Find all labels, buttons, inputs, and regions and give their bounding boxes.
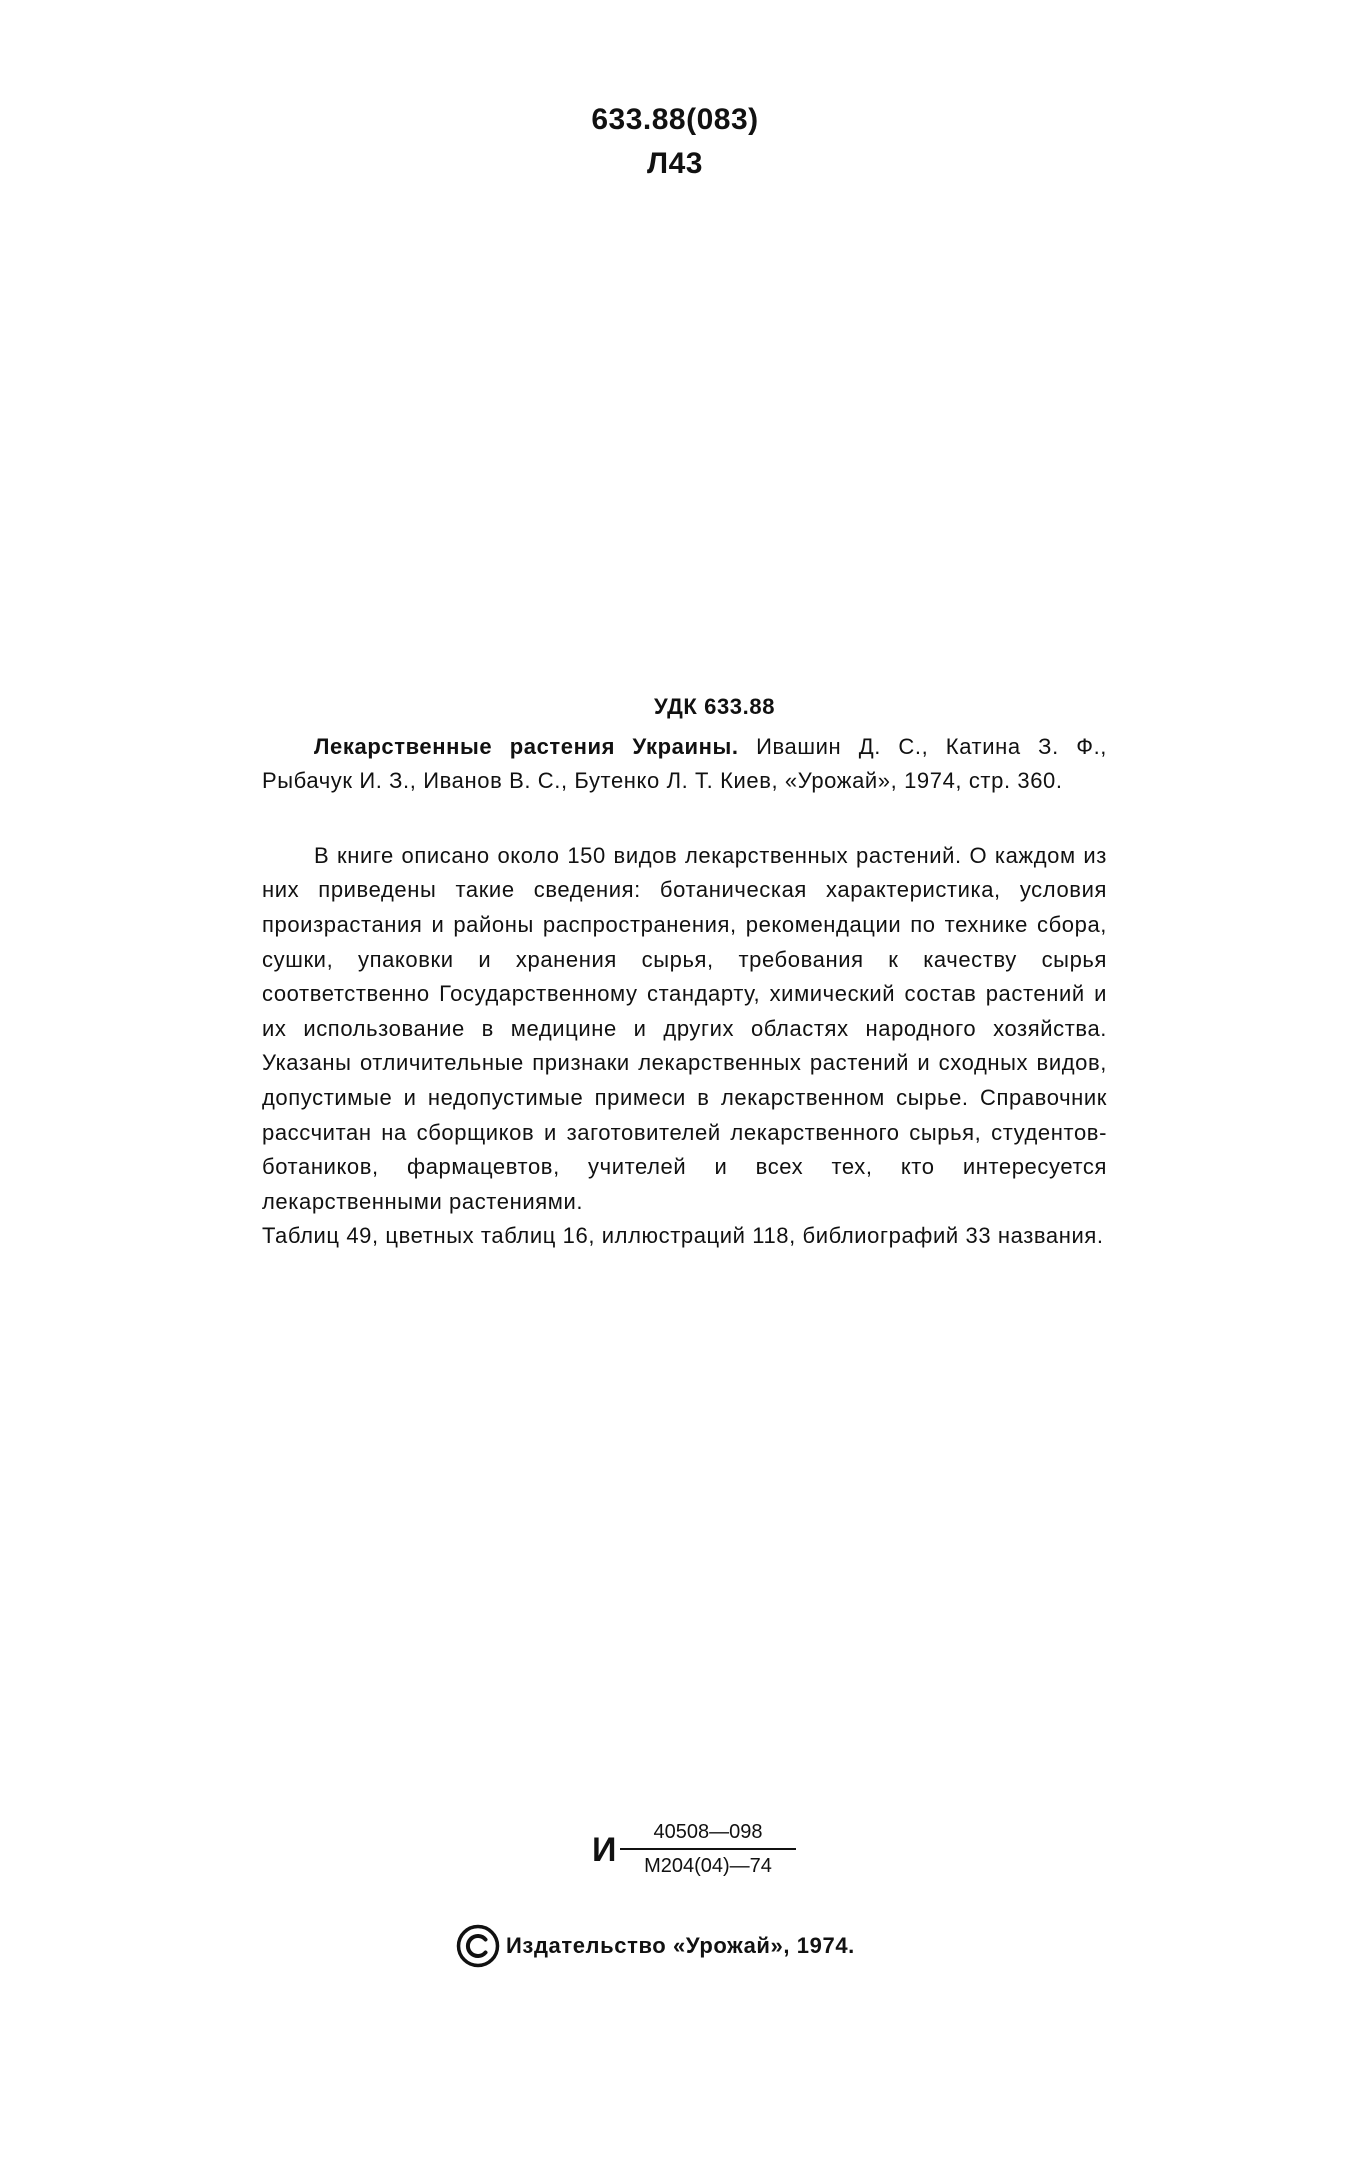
bibliographic-reference <box>262 730 1107 799</box>
tables-note: Таблиц 49, цветных таблиц 16, иллюстраций 118, библиографий 33 названия. <box>262 1223 1104 1249</box>
copyright-text: Издательство «Урожай», 1974. <box>506 1933 855 1958</box>
index-numerator: 40508—098 <box>620 1818 796 1850</box>
index-denominator: М204(04)—74 <box>644 1855 772 1877</box>
copyright-line <box>456 1920 855 1972</box>
author-mark: Л43 <box>647 147 703 180</box>
publisher-index-code <box>592 1818 812 1888</box>
index-letter: И <box>592 1831 617 1869</box>
index-fraction <box>620 1818 796 1880</box>
annotation: В книге описано около 150 видов лекарственных растений. О каждом из них приведены такие сведения: ботаническая характеристика, условия произрастания и районы распространения, рекомендации по технике сбора, сушки, упаковки и хранения сырья, требования к качеству сырья соответственно Государственному стандарту, химический состав растений и их использование в медицине и других областях народного хозяйства. Указаны отличительные признаки лекарственных растений и сходных видов, допустимые и недопустимые примеси в лекарственном сырье. Справочник рассчитан на сборщиков и заготовителей лекарственного сырья, студентов-ботаников, фармацевтов, учителей и всех тех, кто интересуется лекарственными растениями. <box>262 842 1107 1214</box>
book-title: Лекарственные растения Украины. <box>314 733 739 759</box>
catalog-block <box>262 690 1107 1254</box>
copyright-icon <box>456 1924 500 1968</box>
udk-code: УДК 633.88 <box>653 694 776 719</box>
classification-mark <box>560 98 790 186</box>
authors-and-imprint: Ивашин Д. С., Катина З. Ф., Рыбачук И. З., Иванов В. С., Бутенко Л. Т. Киев, «Урожай», 1974, стр. 360. <box>262 733 1107 794</box>
classification-code: 633.88(083) <box>591 103 759 136</box>
